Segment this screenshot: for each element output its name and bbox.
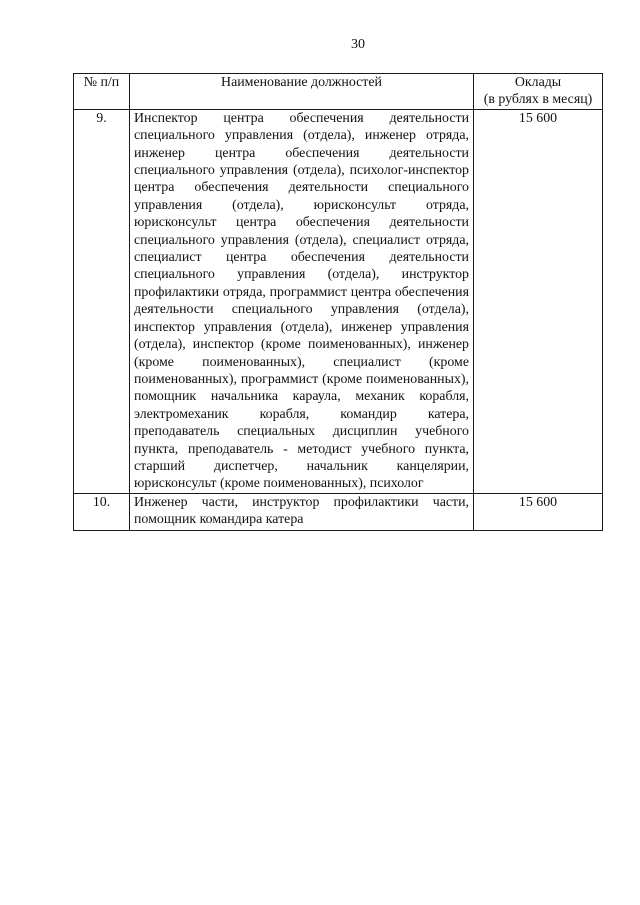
row-position-names: Инженер части, инструктор профилактики части, помощник командира катера: [130, 493, 474, 530]
salary-table: [73, 73, 603, 531]
table-row: [74, 493, 603, 530]
row-number: 10.: [74, 493, 130, 530]
row-salary: 15 600: [474, 109, 603, 493]
row-number: 9.: [74, 109, 130, 493]
table-header-row: [74, 74, 603, 110]
table-row: [74, 109, 603, 493]
header-number: № п/п: [74, 74, 130, 110]
page-number: 30: [351, 37, 365, 52]
row-position-names: Инспектор центра обеспечения деятельности специального управления (отдела), инженер отряда, инженер центра обеспечения деятельности специального управления (отдела), психолог-инспектор центра обеспечения деятельности специального управления (отдела), юрисконсульт отряда, юрисконсульт центра обеспечения деятельности специального управления (отдела), специалист отряда, специалист центра обеспечения деятельности специального управления (отдела), инструктор профилактики отряда, программист центра обеспечения деятельности специального управления (отдела), инспектор управления (отдела), инженер управления (отдела), инспектор (кроме поименованных), инженер (кроме поименованных), специалист (кроме поименованных), программист (кроме поименованных), помощник начальника караула, механик корабля, электромеханик корабля, командир катера, преподаватель специальных дисциплин учебного пункта, преподаватель - методист учебного пункта, старший диспетчер, начальник канцелярии, юрисконсульт (кроме поименованных), психолог: [130, 109, 474, 493]
header-position-name: Наименование должностей: [130, 74, 474, 110]
header-salary-unit: (в рублях в месяц): [483, 92, 593, 108]
header-salary: [474, 74, 603, 110]
header-salary-title: Оклады: [514, 75, 562, 90]
row-salary: 15 600: [474, 493, 603, 530]
